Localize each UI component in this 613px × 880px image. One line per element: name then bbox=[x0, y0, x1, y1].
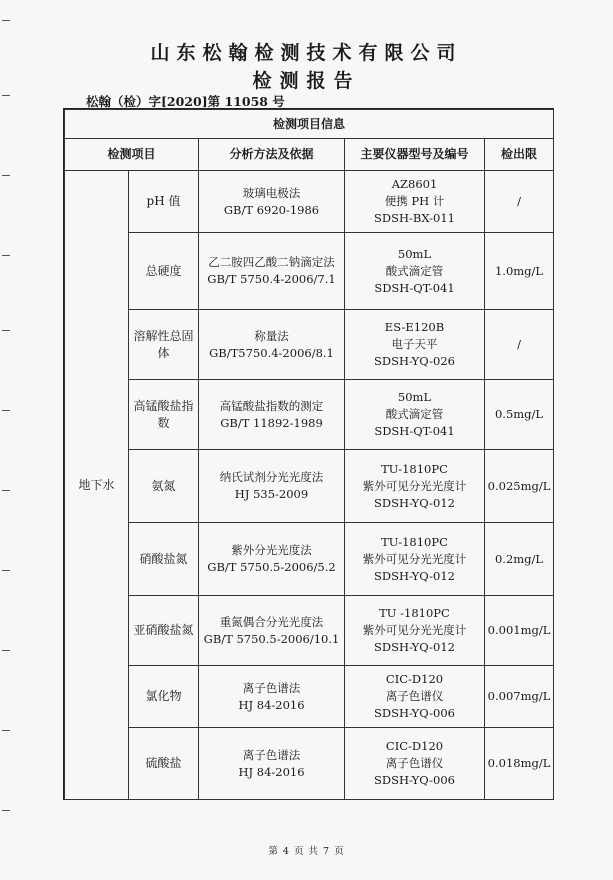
analysis-method bbox=[199, 596, 345, 666]
table-row bbox=[65, 310, 554, 380]
table-row bbox=[65, 233, 554, 310]
instrument-name: 紫外可见分光光度计 bbox=[362, 551, 467, 566]
analysis-method bbox=[199, 233, 345, 310]
test-item: 硫酸盐 bbox=[129, 728, 199, 800]
instrument bbox=[345, 666, 485, 728]
test-item: 高锰酸盐指数 bbox=[129, 380, 199, 450]
test-item: pH 值 bbox=[129, 171, 199, 233]
instrument-model: 50mL bbox=[397, 246, 432, 261]
report-title: 检测报告 bbox=[252, 70, 361, 92]
method-name: 重氮偶合分光光度法 bbox=[219, 614, 324, 629]
analysis-method bbox=[199, 450, 345, 523]
instrument bbox=[345, 233, 485, 310]
report-number: 松翰（检）字[2020]第 11058 号 bbox=[86, 94, 285, 109]
instrument-model: ES-E120B bbox=[384, 320, 445, 334]
instrument-name: 便携 PH 计 bbox=[384, 194, 445, 208]
test-items-table bbox=[64, 109, 554, 800]
sample-category: 地下水 bbox=[65, 171, 129, 800]
analysis-method bbox=[199, 310, 345, 380]
table-row bbox=[65, 666, 554, 728]
instrument-id: SDSH-YQ-012 bbox=[374, 568, 455, 583]
instrument bbox=[345, 596, 485, 666]
instrument bbox=[345, 523, 485, 596]
method-standard: GB/T 5750.4-2006/7.1 bbox=[207, 272, 336, 286]
binding-mark bbox=[2, 410, 10, 411]
instrument-name: 紫外可见分光光度计 bbox=[362, 623, 467, 637]
instrument-id: SDSH-YQ-026 bbox=[374, 354, 455, 368]
table-row bbox=[65, 171, 554, 233]
method-standard: GB/T 6920-1986 bbox=[223, 202, 320, 217]
method-name: 紫外分光光度法 bbox=[231, 543, 312, 557]
analysis-method bbox=[199, 523, 345, 596]
instrument-name: 酸式滴定管 bbox=[385, 407, 444, 421]
method-name: 称量法 bbox=[254, 328, 289, 343]
instrument bbox=[345, 171, 485, 233]
instrument bbox=[345, 310, 485, 380]
method-standard: HJ 535-2009 bbox=[234, 487, 309, 501]
method-name: 玻璃电极法 bbox=[242, 185, 301, 200]
binding-mark bbox=[2, 650, 10, 651]
binding-mark bbox=[2, 255, 10, 256]
method-name: 纳氏试剂分光光度法 bbox=[219, 470, 324, 484]
analysis-method bbox=[199, 171, 345, 233]
test-item: 亚硝酸盐氮 bbox=[129, 596, 199, 666]
analysis-method bbox=[199, 380, 345, 450]
instrument-model: CIC-D120 bbox=[385, 672, 444, 686]
binding-mark bbox=[2, 810, 10, 811]
instrument-id: SDSH-YQ-006 bbox=[374, 773, 455, 787]
analysis-method bbox=[199, 666, 345, 728]
instrument-name: 电子天平 bbox=[391, 337, 438, 351]
binding-mark bbox=[2, 330, 10, 331]
method-name: 离子色谱法 bbox=[242, 747, 301, 762]
instrument bbox=[345, 728, 485, 800]
method-name: 离子色谱法 bbox=[242, 680, 301, 695]
test-item: 总硬度 bbox=[129, 233, 199, 310]
instrument-model: TU-1810PC bbox=[381, 461, 448, 476]
column-header-method: 分析方法及依据 bbox=[199, 139, 345, 171]
instrument bbox=[345, 380, 485, 450]
test-item: 氨氮 bbox=[129, 450, 199, 523]
instrument-name: 离子色谱仪 bbox=[385, 689, 444, 703]
instrument-id: SDSH-YQ-012 bbox=[374, 495, 455, 510]
detection-limit: 0.2mg/L bbox=[485, 523, 554, 596]
page-footer: 第 4 页 共 7 页 bbox=[268, 846, 345, 857]
binding-mark bbox=[2, 175, 10, 176]
detection-limit: 0.5mg/L bbox=[485, 380, 554, 450]
detection-limit: 1.0mg/L bbox=[485, 233, 554, 310]
column-header-instrument: 主要仪器型号及编号 bbox=[345, 139, 485, 171]
analysis-method bbox=[199, 728, 345, 800]
method-name: 乙二胺四乙酸二钠滴定法 bbox=[208, 255, 335, 269]
instrument-id: SDSH-YQ-006 bbox=[374, 706, 455, 720]
detection-limit: / bbox=[485, 171, 554, 233]
method-standard: GB/T 11892-1989 bbox=[220, 415, 323, 430]
instrument-id: SDSH-QT-041 bbox=[374, 424, 455, 438]
table-row bbox=[65, 450, 554, 523]
method-standard: GB/T 5750.5-2006/5.2 bbox=[207, 560, 336, 574]
instrument-model: 50mL bbox=[397, 390, 432, 404]
table-row bbox=[65, 380, 554, 450]
instrument-name: 离子色谱仪 bbox=[385, 756, 444, 770]
instrument bbox=[345, 450, 485, 523]
instrument-name: 酸式滴定管 bbox=[385, 263, 444, 278]
method-standard: GB/T5750.4-2006/8.1 bbox=[209, 345, 334, 360]
instrument-id: SDSH-BX-011 bbox=[374, 211, 455, 225]
table-row bbox=[65, 596, 554, 666]
detection-limit: 0.007mg/L bbox=[485, 666, 554, 728]
column-header-item: 检测项目 bbox=[65, 139, 199, 171]
table-row bbox=[65, 523, 554, 596]
instrument-model: AZ8601 bbox=[391, 177, 438, 191]
method-standard: HJ 84-2016 bbox=[238, 764, 305, 779]
instrument-name: 紫外可见分光光度计 bbox=[362, 478, 467, 493]
detection-limit: / bbox=[485, 310, 554, 380]
column-header-limit: 检出限 bbox=[485, 139, 554, 171]
method-standard: GB/T 5750.5-2006/10.1 bbox=[203, 631, 340, 646]
detection-limit: 0.001mg/L bbox=[485, 596, 554, 666]
instrument-id: SDSH-YQ-012 bbox=[374, 640, 455, 654]
instrument-id: SDSH-QT-041 bbox=[374, 280, 455, 295]
test-item: 溶解性总固体 bbox=[129, 310, 199, 380]
binding-mark bbox=[2, 730, 10, 731]
test-item: 硝酸盐氮 bbox=[129, 523, 199, 596]
company-name: 山东松翰检测技术有限公司 bbox=[150, 42, 463, 64]
binding-mark bbox=[2, 95, 10, 96]
binding-mark bbox=[2, 490, 10, 491]
instrument-model: TU-1810PC bbox=[381, 534, 448, 549]
method-standard: HJ 84-2016 bbox=[238, 697, 305, 712]
instrument-model: CIC-D120 bbox=[385, 739, 444, 753]
test-item: 氯化物 bbox=[129, 666, 199, 728]
instrument-model: TU -1810PC bbox=[379, 606, 450, 620]
detection-limit: 0.025mg/L bbox=[485, 450, 554, 523]
binding-mark bbox=[2, 570, 10, 571]
method-name: 高锰酸盐指数的测定 bbox=[219, 398, 324, 413]
binding-margin bbox=[0, 0, 14, 880]
detection-limit: 0.018mg/L bbox=[485, 728, 554, 800]
binding-mark bbox=[2, 20, 10, 21]
table-row bbox=[65, 728, 554, 800]
table-title: 检测项目信息 bbox=[65, 110, 554, 139]
